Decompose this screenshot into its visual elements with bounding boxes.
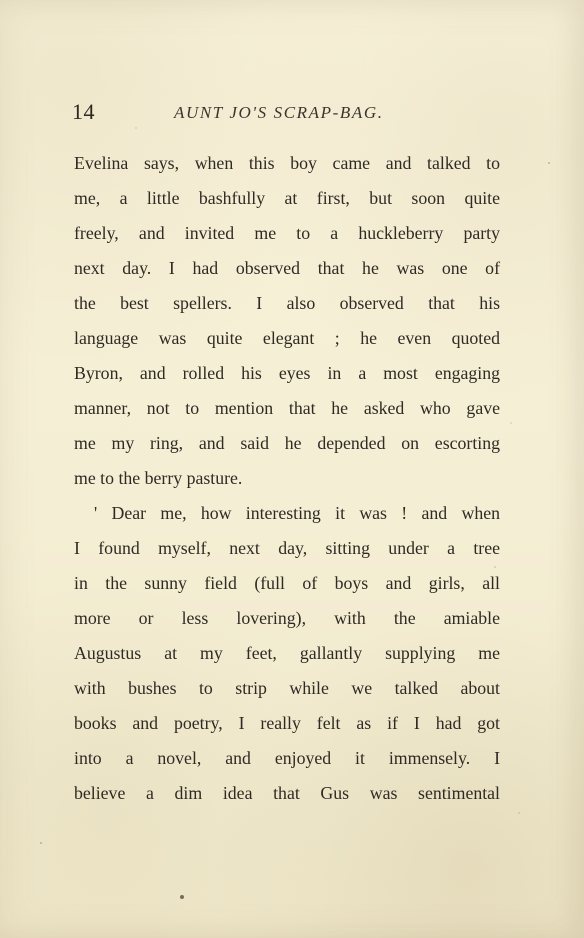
- running-title: AUNT JO'S SCRAP-BAG.: [174, 103, 384, 122]
- text-line-14: more or less lovering), with the amiable: [74, 608, 500, 628]
- text-line-9: me my ring, and said he depended on escorting: [74, 433, 500, 453]
- text-line-15: Augustus at my feet, gallantly supplying me: [74, 643, 500, 663]
- text-line-2: me, a little bashfully at first, but soon quite: [74, 188, 500, 208]
- text-line-4: next day. I had observed that he was one of: [74, 258, 500, 278]
- text-line-1: Evelina says, when this boy came and talked to: [74, 153, 500, 173]
- text-line-10: me to the berry pasture.: [74, 468, 243, 488]
- text-line-19: believe a dim idea that Gus was sentimental: [74, 783, 500, 803]
- body-text: [74, 146, 500, 811]
- text-line-7: Byron, and rolled his eyes in a most engaging: [74, 363, 500, 383]
- ink-dot: [180, 895, 184, 899]
- running-head: [72, 100, 512, 124]
- text-line-13: in the sunny field (full of boys and girls, all: [74, 573, 500, 593]
- text-line-6: language was quite elegant ; he even quoted: [74, 328, 500, 348]
- text-line-3: freely, and invited me to a huckleberry party: [74, 223, 500, 243]
- text-line-5: the best spellers. I also observed that his: [74, 293, 500, 313]
- text-line-16: with bushes to strip while we talked about: [74, 678, 500, 698]
- text-line-11: ' Dear me, how interesting it was ! and when: [94, 503, 500, 523]
- page-number: 14: [72, 99, 95, 124]
- text-line-18: into a novel, and enjoyed it immensely. I: [74, 748, 500, 768]
- text-line-8: manner, not to mention that he asked who gave: [74, 398, 500, 418]
- text-line-17: books and poetry, I really felt as if I had got: [74, 713, 500, 733]
- text-line-12: I found myself, next day, sitting under a tree: [74, 538, 500, 558]
